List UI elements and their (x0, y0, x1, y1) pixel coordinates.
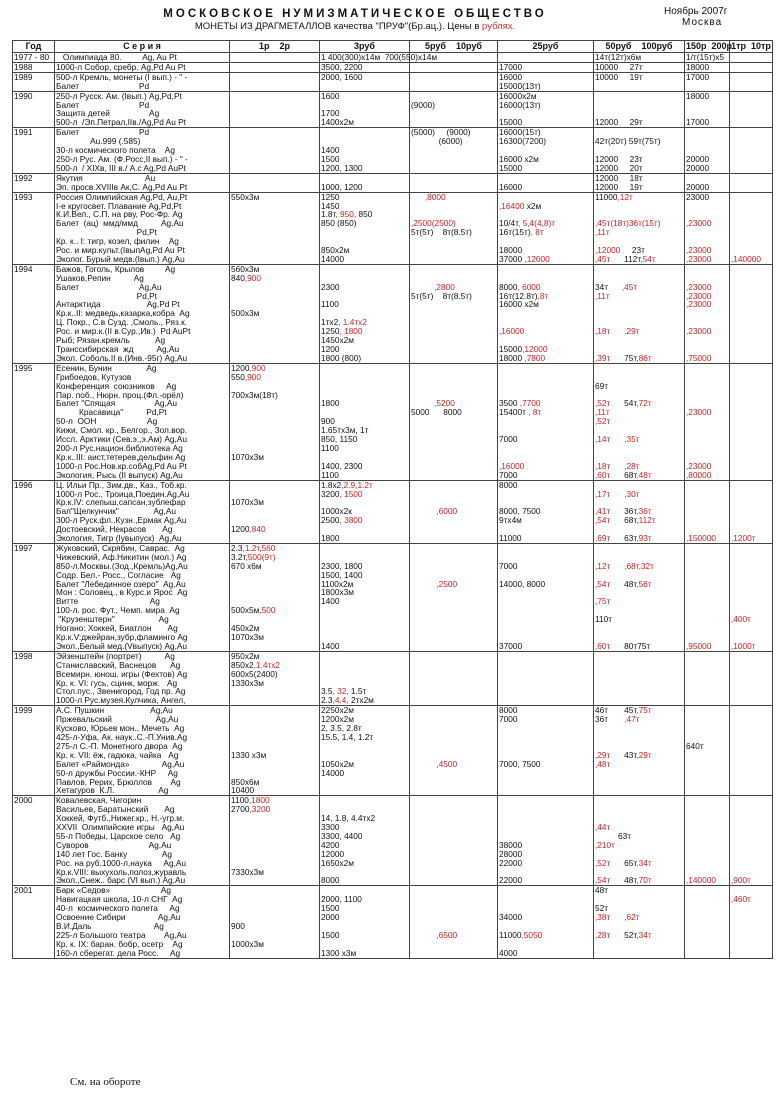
price-cell: 20000 (685, 173, 730, 192)
year-cell: 1999 (13, 706, 55, 796)
sheet-date: Ноябрь 2007г (664, 6, 728, 17)
column-header: 1тр 10тр (731, 41, 771, 51)
table-row (13, 264, 773, 363)
price-cell (730, 62, 773, 72)
price-cell (730, 53, 773, 63)
price-cell: 1400 1500 1200, 1300 (320, 128, 410, 174)
price-cell: 1 400(300)х14м 700(550)х14м (321, 52, 438, 62)
price-cell: 14, 1.8, 4.4тх2 3300 3300, 4400 4200 12000 1650х2м 8000 (320, 796, 410, 886)
price-cell: 1250 1450 1.8т, 950, 850 850 (850) 850х2м 14000 (320, 192, 410, 264)
subtitle-text: МОНЕТЫ ИЗ ДРАГМЕТАЛЛОВ качества "ПРУФ"(Бр.ац.). Цены в (194, 21, 483, 32)
year-cell: 2001 (13, 886, 55, 958)
price-cell: 38000 28000 22000 22000 (498, 796, 594, 886)
price-cell: 23000 ,23000 ,23000 ,23000 (685, 192, 730, 264)
series-cell: Ц. Ильи Пр., Зим.дв., Каз., Тоб.кр. 1000-л Рос., Троица,Поедин.Ag,Au Кр.к.IV: слепыш,сапсан,зублефар Бал"Щелкунчик" Ag,Au 300-л Руск.фл..Кузн.,Ермак Ag,Au Достоевский, Некрасов Ag Экология, Тигр (Iувыпуск) Ag,Au (55, 480, 230, 543)
table-row (13, 128, 773, 174)
price-cell: 1000, 1200 (320, 173, 410, 192)
price-cell (730, 651, 773, 705)
column-header: С е р и я (55, 41, 230, 53)
series-cell: Балет Pd Au.999 (.585) 30-л космического полета Ag 250-л Рус. Ам. (Ф.Росс,II вып.) - " - 500-л / XIXв, III в./ A.c Ag,Pd AuPt (55, 128, 230, 174)
price-cell (685, 886, 730, 958)
price-cell: 1.8х2,2.9,1.2т 3200, 1500 1000х2к 2500, 3800 1800 (320, 480, 410, 543)
price-cell: 1600 1700 1400х2м (320, 91, 410, 128)
price-cell: 18000 17000 (685, 91, 730, 128)
price-cell: ,2800 5т(5т) 8т(8.5т) (410, 264, 498, 363)
price-cell: 2.3,1.2т,560 3.2т,500(9т) 670 х6м 500х5м,500 450х2м 1070х3м (230, 543, 320, 651)
price-cell: 1330 х3м 850х6м 10400 (230, 706, 320, 796)
price-cell: 10000 19т (594, 72, 685, 91)
table-row (13, 480, 773, 543)
price-cell: 2250х2м 1200х2м 2, 3.5, 2.8т 15.5, 1.4, 1.2т 1050х2м 14000 (320, 706, 410, 796)
price-cell: ,44т 63т ,210т ,52т 65т,34т ,54т 48т,70т (594, 796, 685, 886)
column-header: 50руб 100руб (594, 41, 685, 53)
price-cell (230, 91, 320, 128)
table-row (13, 192, 773, 264)
series-cell: Олимпиада 80. Ag, Au Pt (55, 53, 230, 63)
price-cell (730, 706, 773, 796)
price-cell: 16000х2м 16000(13т) 15000 (498, 91, 594, 128)
year-cell: 1992 (13, 173, 55, 192)
price-cell: ,5200 5000 8000 (410, 363, 498, 480)
year-cell: 1977 - 80 (13, 53, 55, 63)
price-cell: ,8000 ,2500(2500) 5т(5т) 8т(8.5т) (410, 192, 498, 264)
footer-note: См. на обороте (70, 1076, 141, 1088)
price-cell: 16000(15т) 16300(7200) 16000 х2м 15000 (498, 128, 594, 174)
series-cell: Бажов, Гоголь, Крылов Ag Ушаков,Репин Ag Балет Ag,Au Pd,Pt Антарктида Ag,Pd Pt Кр.к..II: медведь,казарка,кобра Ag Ц. Покр., С.в Сузд. ,Смоль., Ряз.к. Рос. и мир.к.(II в.Сур.,Ив.) Pd AuPt Рыб; Рязан.кремль Ag Транссибирская жд Ag,Au Экол. Соболь.II в.(Инв.-95г) Ag,Au (55, 264, 230, 363)
price-cell: 1070х3м 1200,840 (230, 480, 320, 543)
series-cell: Якутия Au Эп. просв.XVIIIв Ак,С. Ag,Pd Au Pt (55, 173, 230, 192)
year-cell: 1989 (13, 72, 55, 91)
price-cell: ,6500 (410, 886, 498, 958)
price-cell: 8000, 6000 16т(12.8т),8т 16000 х2м ,16000 15000,12000 18000 ,7800 (498, 264, 594, 363)
price-cell: 12000 29т (594, 91, 685, 128)
year-cell: 1997 (13, 543, 55, 651)
price-cell: 10000 27т (594, 62, 685, 72)
table-row (13, 72, 773, 91)
price-cell (730, 72, 773, 91)
table-row (13, 363, 773, 480)
price-table (12, 40, 773, 959)
price-cell (230, 128, 320, 174)
price-cell: 8000 7000 7000, 7500 (498, 706, 594, 796)
price-cell: 16000 (498, 173, 594, 192)
price-cell (230, 173, 320, 192)
price-cell: 2000, 1600 (320, 72, 410, 91)
year-cell: 1995 (13, 363, 55, 480)
series-cell: Россия Олимпийская Ag,Pd, Au,Pt I-е кругосвет. Плавание Ag,Pd,Pt К.И.Вел., С.П. на рву, Рос-Фр. Ag Балет (ац) ммд/ммд Ag,Au Pd,Pt Кр. к.. I: тигр, козел, филин Ag Рос. и мир.культ.(IвыпAg,Pd Au Pt Эколог. Бурый медв.(Iвып.) Ag,Au (55, 192, 230, 264)
price-cell (410, 72, 498, 91)
price-cell (594, 651, 685, 705)
price-cell: 14т(12т)х6м (594, 53, 685, 63)
price-cell: 3500, 2200 (320, 62, 410, 72)
price-cell (410, 62, 498, 72)
year-cell: 1998 (13, 651, 55, 705)
price-cell: 950х2м 850х2,1.4тх2 600х5(2400) 1330х3м (230, 651, 320, 705)
year-cell: 1993 (13, 192, 55, 264)
year-cell: 1991 (13, 128, 55, 174)
table-body (13, 53, 773, 959)
price-cell: 48т 52т ,38т ,62т ,28т 52т,34т (594, 886, 685, 958)
price-cell: ,140000 (685, 796, 730, 886)
year-cell: 1994 (13, 264, 55, 363)
series-cell: Жуковский, Скрябин, Саврас. Ag Чижевский, Аф.Никитин (мол.) Ag 850-л.Москвы.(Зод.,Кремль)Ag,Au Содр. Бел.- Росс., Согласие Ag Балет "Лебединное озеро" Ag,Au Мон : Соловец., в Курс.и Ярос Ag Витте Ag 100-л. рос. Фут., Чемп. мира Ag "Крузенштерн" Ag Ногано: Хоккей, Биатлон Ag Кр.к.V:джейран,зубр,фламинго Ag Экол.,Белый мед.(Vвыпуск) Ag,Au (55, 543, 230, 651)
table-row (13, 543, 773, 651)
price-cell: (5000) (9000) (6000) (410, 128, 498, 174)
price-cell: 12000 18т 12000 19т (594, 173, 685, 192)
series-cell: 500-л Кремль, монеты (I вып.) - " - Балет Pd (55, 72, 230, 91)
table-row (13, 886, 773, 958)
price-cell: 34т ,45т ,11т ,18т ,29т ,39т 75т,86т (594, 264, 685, 363)
series-cell: А.С. Пушкин Ag,Au Пржевальский Ag,Au Кусково, Юрьев мон., Мечеть Ag 425-л-Уфа, Ак. наук..С.-П.Унив.Ag 275-л С.-П. Монетного двора Ag Кр. к. VII: ёж, гадюка, чайка Ag Балет «Раймонда» Ag,Au 50-л дружбы России.-КНР Ag Павлов, Рерих, Брюллов Ag Хетагуров К.Л. Ag (55, 706, 230, 796)
table-row (13, 53, 773, 63)
year-cell: 1996 (13, 480, 55, 543)
price-cell: 17000 (685, 72, 730, 91)
table-row (13, 91, 773, 128)
column-header: 1р 2р (230, 41, 320, 53)
table-row (13, 62, 773, 72)
sheet-city: Москва (682, 17, 723, 28)
price-cell: ,2500 (410, 543, 498, 651)
price-cell (730, 91, 773, 128)
series-cell: Есенин, Бунин Ag Грибоедов, Кутузов Конференция союзников Ag Пар. поб., Нюрн. проц.(Фл.-орёл) Балет "Спящая Ag,Au Красавица" Pd,Pt 50-л ООН Ag Кижи, Смол. кр., Белгор., Зол.вор. Иссл. Арктики (Сев.э.,э.Ам) Ag,Au 200-л Рус.национ.библиотека Ag Кр.к..III: аист,тетерев,дельфин Ag 1000-л Рос.Нов.кр.собАg,Pd Au Pt Экология, Рысь (II выпуск) Ag,Au (55, 363, 230, 480)
table-row (13, 651, 773, 705)
column-header: 3руб (320, 41, 410, 53)
price-cell: 34000 11000,5050 4000 (498, 886, 594, 958)
price-cell: 2300, 1800 1500, 1400 1100х2м 1800х3м 1400 1400 (320, 543, 410, 651)
price-cell: 900 1000х3м (230, 886, 320, 958)
currency-text: рублях. (482, 21, 516, 32)
series-cell: Ковалевская, Чигорин Васильев, Баратынский Ag Хоккей, Футб.,Нижег.кр., Н.-угр.м. XXVII Олимпийские игры Ag,Au 55-л Победы, Царское село Ag Суворов Ag,Au 140 лет Гос. Банку Ag Рос. на руб.1000-л,наука Ag,Au Кр.к.VIII: выхухоль,полоз,журавль Экол.,Снеж.. барс (VI вып.) Ag,Au (55, 796, 230, 886)
price-cell (730, 264, 773, 363)
price-cell: 16000 15000(13т) (498, 72, 594, 91)
price-cell (730, 363, 773, 480)
price-cell: ,460т (730, 886, 773, 958)
price-cell: 2300 1100 1тх2, 1.4тх2 1250, 1800 1450х2м 1200 1800 (800) (320, 264, 410, 363)
series-cell: Барк «Седов» Ag Навигацкая школа, 10-л СНГ Ag 40-л космического полета Ag Освоение Сибири Ag,Au В.И.Даль Ag 225-л Большого театра Ag,Au Кр. к. IX: баран. бобр, осетр Ag 160-л сберегат. дела Росс. Ag (55, 886, 230, 958)
column-header: 25руб (498, 41, 594, 53)
price-cell: ,150000 (685, 480, 730, 543)
price-cell: ,140000 (730, 192, 773, 264)
price-cell: 2000, 1100 1500 2000 1500 1300 х3м (320, 886, 410, 958)
year-cell: 1988 (13, 62, 55, 72)
table-row (13, 796, 773, 886)
price-cell: ,17т ,30т ,41т 36т,36т ,54т 68т,112т ,69т 63т,93т (594, 480, 685, 543)
price-cell: ,900т (730, 796, 773, 886)
column-header: 5руб 10руб (410, 41, 498, 53)
price-cell: ,23000 ,23000 ,23000 ,23000 ,75000 (685, 264, 730, 363)
price-cell (410, 651, 498, 705)
sheet-subtitle (90, 21, 620, 32)
price-cell (730, 128, 773, 174)
price-cell (230, 72, 320, 91)
price-cell: 3.5, 32, 1.5т 2.3,4.4, 2тх2м (320, 651, 410, 705)
price-cell: ,4500 (410, 706, 498, 796)
price-cell: ,12т ,68т,32т ,54т 48т,56т ,75т 110т ,60т 80т75т (594, 543, 685, 651)
price-cell: 1200,900 550,900 700х3м(18т) 1070х3м (230, 363, 320, 480)
price-cell: ,95000 (685, 543, 730, 651)
price-cell: 3500 ,7700 15400т , 8т 7000 ,16000 7000 (498, 363, 594, 480)
column-header: 150р 200р (686, 41, 733, 51)
price-cell: ,6000 (410, 480, 498, 543)
price-cell (410, 173, 498, 192)
price-cell: 550х3м (230, 192, 320, 264)
series-cell: 1000-л Собор, сребр. Ag,Pd Au Pt (55, 62, 230, 72)
price-cell: 1800 900 1.65тх3м, 1т 850, 1150 1100 1400, 2300 1100 (320, 363, 410, 480)
price-cell (498, 651, 594, 705)
price-cell: 7000 14000, 8000 37000 (498, 543, 594, 651)
price-cell: 18000 (685, 62, 730, 72)
table-header-row (13, 41, 773, 53)
price-cell (230, 53, 320, 63)
series-cell: 250-л Русск. Ам. (Iвып.) Ag,Pd,Pt Балет Pd Защита детей Ag 500-л /Эп.Петрал,IIв./Ag,Pd Au Pt (55, 91, 230, 128)
price-cell: 1100,1800 2700,3200 7330х3м (230, 796, 320, 886)
price-cell: 42т(20т) 59т(75т) 12000 23т 12000 20т (594, 128, 685, 174)
price-cell: (9000) (410, 91, 498, 128)
price-cell: ,400т ,1000т (730, 543, 773, 651)
price-cell: 69т ,52т 54т,72т ,11т ,52т ,14т ,35т ,18т ,28т ,60т 68т,48т (594, 363, 685, 480)
table-row (13, 706, 773, 796)
price-cell: 11000,12т ,45т(18т)36т(15т) ,11т ,12000 23т ,45т 112т,54т (594, 192, 685, 264)
price-cell: 1/т(15т)х5 (685, 53, 730, 63)
price-cell (498, 53, 594, 63)
price-cell: 17000 (498, 62, 594, 72)
price-cell: 46т 45т,75т 36т ,47т ,29т 43т,29т ,48т (594, 706, 685, 796)
price-cell (410, 796, 498, 886)
year-cell: 2000 (13, 796, 55, 886)
price-cell (685, 651, 730, 705)
price-cell: ,1200т (730, 480, 773, 543)
price-cell (730, 173, 773, 192)
price-cell: 640т (685, 706, 730, 796)
series-cell: Эйзенштейн (портрет) Ag Станиславский, Васнецов Ag Всемирн. юнош. игры (Фехтов) Ag Кр. к. VI: гусь, сцинк, морж. Ag Стол.пус., Звенигород, Год пр. Ag 1000-л Рус.музея.Кулчика, Ангел, (55, 651, 230, 705)
price-cell: ,16400 х2м 10/4т, 5,4(4,8)т 16т(15т), 8т 18000 37000 ,12000 (498, 192, 594, 264)
price-cell (230, 62, 320, 72)
price-cell: 8000 8000, 7500 9тх4м 11000 (498, 480, 594, 543)
year-cell: 1990 (13, 91, 55, 128)
column-header: Год (13, 41, 55, 53)
price-cell: 560х3м 840,900 500х3м (230, 264, 320, 363)
society-title: МОСКОВСКОЕ НУМИЗМАТИЧЕСКОЕ ОБЩЕСТВО (163, 8, 547, 20)
price-cell: ,23000 ,23000 ,80000 (685, 363, 730, 480)
price-cell: 20000 20000 (685, 128, 730, 174)
table-row (13, 173, 773, 192)
